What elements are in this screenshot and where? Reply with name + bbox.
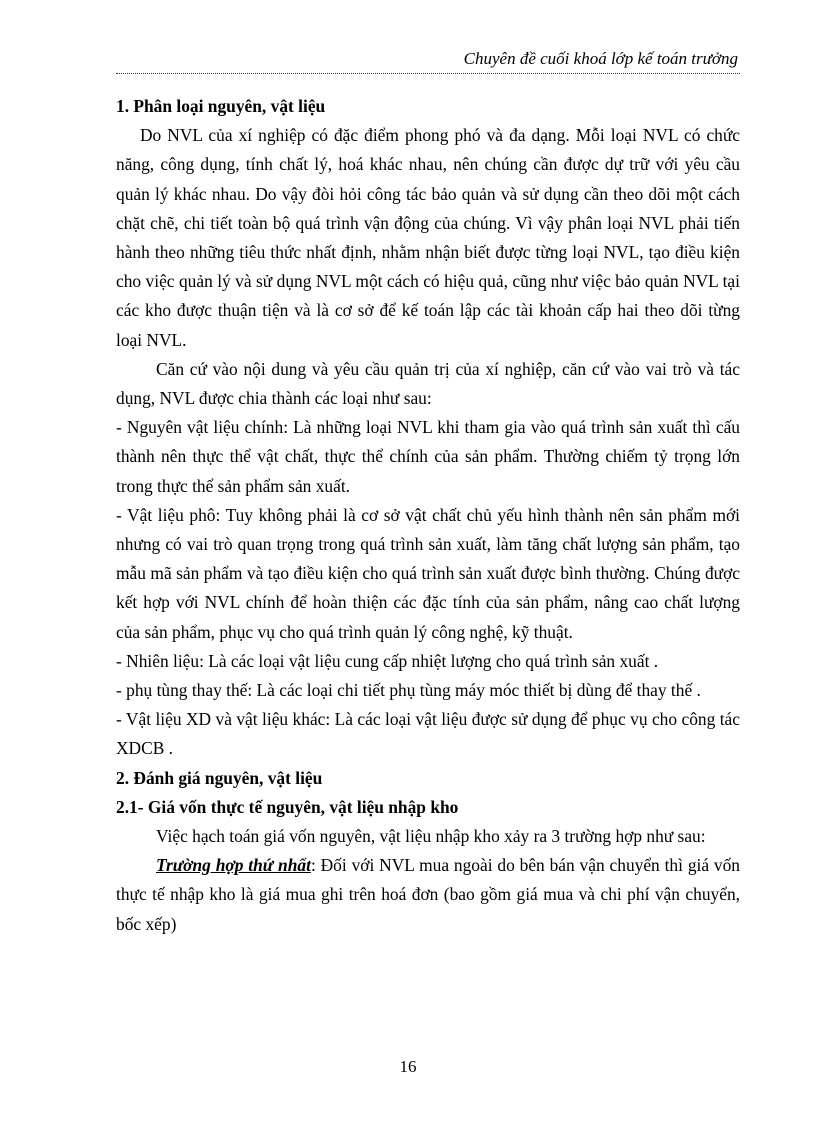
- bullet-auxiliary-materials: - Vật liệu phô: Tuy không phải là cơ sở vật chất chủ yếu hình thành nên sản phẩm mới nhưng có vai trò quan trọng trong quá trình sản xuất, làm tăng chất lượng sản phẩm, tạo mẫu mã sản phẩm và tạo điều kiện cho quá trình sản xuất được bình thường. Chúng được kết hợp với NVL chính để hoàn thiện các đặc tính của sản phẩm, nâng cao chất lượng của sản phẩm, phục vụ cho quá trình quản lý công nghệ, kỹ thuật.: [116, 504, 740, 642]
- section-2-1-case-1: [116, 851, 740, 939]
- header-dotted-rule: [116, 73, 740, 74]
- bullet-spare-parts: - phụ tùng thay thế: Là các loại chi tiết phụ tùng máy móc thiết bị dùng để thay thế .: [116, 680, 701, 701]
- bullet-construction-materials: - Vật liệu XD và vật liệu khác: Là các loại vật liệu được sử dụng để phục vụ cho công tác XDCB .: [116, 709, 740, 759]
- section-2-1-paragraph-intro: Việc hạch toán giá vốn nguyên, vật liệu nhập kho xảy ra 3 trường hợp như sau:: [156, 826, 706, 847]
- section-1-heading: 1. Phân loại nguyên, vật liệu: [116, 96, 326, 116]
- document-body: [116, 92, 740, 939]
- section-2-1-heading: 2.1- Giá vốn thực tế nguyên, vật liệu nhập kho: [116, 796, 459, 817]
- case-1-label: Trường hợp thứ nhất: [156, 855, 311, 876]
- section-1-paragraph-classification: Căn cứ vào nội dung và yêu cầu quản trị của xí nghiệp, căn cứ vào vai trò và tác dụng, NVL được chia thành các loại như sau:: [116, 358, 740, 409]
- page-number: 16: [399, 1057, 417, 1076]
- case-1-text: : Đối với NVL mua ngoài do bên bán vận chuyển thì giá vốn thực tế nhập kho là giá mua ghi trên hoá đơn (bao gồm giá mua và chi phí vận chuyển, bốc xếp): [116, 855, 741, 934]
- bullet-main-materials: - Nguyên vật liệu chính: Là những loại NVL khi tham gia vào quá trình sản xuất thì cấu thành nên thực thể vật chất, thực thể chính của sản phẩm. Thường chiếm tỷ trọng lớn trong thực thể sản phẩm sản xuất.: [116, 417, 740, 496]
- section-1-paragraph-intro: Do NVL của xí nghiệp có đặc điểm phong phó và đa dạng. Mỗi loại NVL có chức năng, công dụng, tính chất lý, hoá khác nhau, nên chúng cần được dự trữ với yêu cầu quản lý khác nhau. Do vậy đòi hỏi công tác bảo quản và sử dụng cần theo dõi một cách chặt chẽ, chi tiết toàn bộ quá trình vận động của chúng. Vì vậy phân loại NVL phải tiến hành theo những tiêu thức nhất định, nhằm nhận biết được từng loại NVL, tạo điều kiện cho việc quản lý và sử dụng NVL một cách có hiệu quả, cũng như việc bảo quản NVL tại các kho được thuận tiện và là cơ sở để kế toán lập các tài khoản cấp hai theo dõi từng loại NVL.: [116, 125, 740, 350]
- section-2-heading: 2. Đánh giá nguyên, vật liệu: [116, 767, 323, 788]
- page-header-title: Chuyên đề cuối khoá lớp kế toán trưởng: [463, 49, 738, 68]
- bullet-fuel: - Nhiên liệu: Là các loại vật liệu cung cấp nhiệt lượng cho quá trình sản xuất .: [116, 650, 659, 671]
